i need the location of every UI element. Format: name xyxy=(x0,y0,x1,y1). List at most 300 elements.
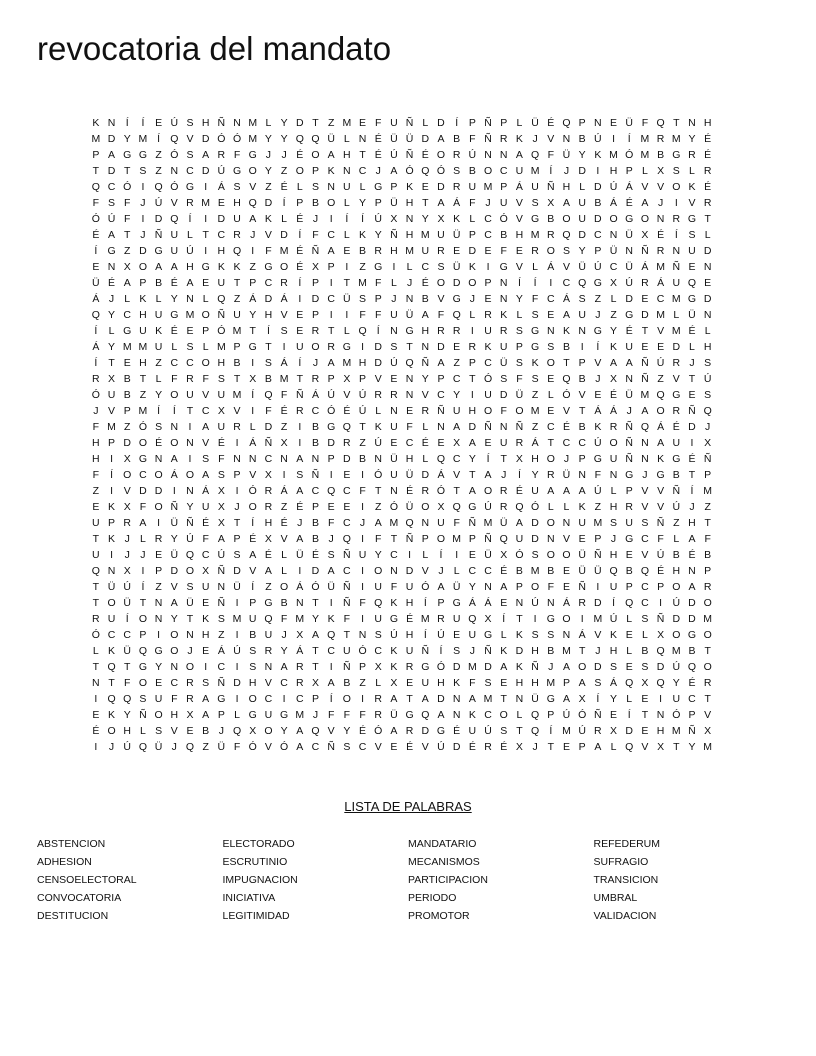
grid-letter: F xyxy=(92,421,100,433)
grid-letter: Ü xyxy=(186,597,194,609)
grid-letter: C xyxy=(546,293,555,305)
grid-letter: V xyxy=(437,293,445,305)
grid-letter: Q xyxy=(264,613,273,625)
grid-letter: G xyxy=(625,309,634,321)
grid-letter: Y xyxy=(280,725,288,737)
grid-letter: F xyxy=(406,421,413,433)
grid-letter: E xyxy=(343,469,351,481)
grid-letter: J xyxy=(595,645,601,657)
grid-letter: C xyxy=(358,741,367,753)
grid-letter: J xyxy=(328,533,334,545)
grid-letter: G xyxy=(248,341,257,353)
grid-letter: T xyxy=(673,741,680,753)
grid-letter: R xyxy=(452,181,461,193)
grid-letter: K xyxy=(390,597,398,609)
grid-letter: E xyxy=(406,405,414,417)
grid-letter: U xyxy=(405,581,414,593)
grid-letter: R xyxy=(515,437,524,449)
grid-letter: Q xyxy=(327,485,336,497)
grid-letter: H xyxy=(139,357,147,369)
grid-letter: Ü xyxy=(327,581,335,593)
grid-letter: X xyxy=(217,405,225,417)
grid-letter: Q xyxy=(138,645,147,657)
grid-letter: P xyxy=(468,229,476,241)
grid-letter: P xyxy=(311,165,319,177)
grid-letter: U xyxy=(374,581,383,593)
grid-letter: R xyxy=(374,693,383,705)
grid-letter: R xyxy=(92,613,100,625)
grid-letter: L xyxy=(108,325,115,337)
grid-letter: Q xyxy=(656,117,665,129)
grid-letter: Q xyxy=(468,613,477,625)
grid-letter: G xyxy=(531,213,540,225)
grid-row xyxy=(88,387,716,403)
grid-letter: A xyxy=(547,485,555,497)
grid-letter: M xyxy=(530,229,540,241)
grid-letter: Ú xyxy=(390,357,398,369)
grid-letter: Á xyxy=(578,629,586,641)
grid-letter: I xyxy=(235,629,239,641)
grid-letter: Z xyxy=(155,581,162,593)
grid-letter: K xyxy=(468,261,476,273)
grid-letter: K xyxy=(233,261,241,273)
grid-letter: Q xyxy=(264,389,273,401)
grid-letter: Q xyxy=(625,597,634,609)
grid-letter: P xyxy=(500,117,508,129)
grid-letter: U xyxy=(531,485,539,497)
grid-letter: S xyxy=(155,421,163,433)
grid-letter: Z xyxy=(265,181,272,193)
grid-letter: É xyxy=(296,245,304,257)
grid-letter: K xyxy=(515,133,523,145)
grid-letter: E xyxy=(641,293,649,305)
grid-letter: Ó xyxy=(280,741,289,753)
grid-letter: B xyxy=(359,453,367,465)
grid-letter: É xyxy=(406,485,414,497)
grid-letter: A xyxy=(688,533,696,545)
grid-letter: M xyxy=(530,565,540,577)
grid-letter: S xyxy=(547,629,555,641)
grid-letter: Ñ xyxy=(217,309,226,321)
grid-letter: Á xyxy=(594,405,602,417)
word-list-item: PERIODO xyxy=(408,892,457,904)
grid-letter: C xyxy=(499,165,508,177)
grid-letter: M xyxy=(389,517,399,529)
grid-letter: O xyxy=(311,149,320,161)
grid-letter: L xyxy=(155,373,162,385)
grid-letter: I xyxy=(580,613,584,625)
grid-letter: L xyxy=(469,213,476,225)
grid-letter: E xyxy=(641,693,649,705)
grid-letter: E xyxy=(484,245,492,257)
grid-letter: J xyxy=(657,197,664,209)
grid-letter: O xyxy=(483,405,493,417)
grid-letter: J xyxy=(563,453,570,465)
grid-letter: E xyxy=(578,533,586,545)
grid-letter: E xyxy=(688,389,696,401)
grid-letter: I xyxy=(282,469,286,481)
grid-letter: F xyxy=(327,709,335,721)
grid-letter: Ú xyxy=(186,245,194,257)
grid-letter: Y xyxy=(515,293,523,305)
grid-letter: K xyxy=(264,213,272,225)
grid-letter: Ó xyxy=(436,485,446,497)
grid-letter: P xyxy=(657,581,665,593)
grid-letter: O xyxy=(170,389,179,401)
grid-letter: X xyxy=(217,517,225,529)
grid-letter: X xyxy=(610,277,618,289)
grid-letter: J xyxy=(438,565,444,577)
grid-letter: É xyxy=(311,549,319,561)
grid-letter: G xyxy=(687,213,697,225)
grid-letter: M xyxy=(546,677,556,689)
grid-letter: D xyxy=(264,293,273,305)
grid-letter: H xyxy=(217,245,226,257)
grid-letter: S xyxy=(139,165,147,177)
grid-letter: R xyxy=(295,661,304,673)
grid-letter: F xyxy=(359,485,366,497)
grid-letter: I xyxy=(361,533,364,545)
grid-letter: Ü xyxy=(578,261,586,273)
grid-letter: O xyxy=(264,725,273,737)
grid-letter: P xyxy=(374,197,382,209)
grid-letter: T xyxy=(186,405,194,417)
grid-letter: K xyxy=(108,533,116,545)
grid-letter: M xyxy=(107,421,116,433)
grid-letter: J xyxy=(93,405,99,417)
word-list-item: ADHESION xyxy=(37,856,92,868)
grid-row xyxy=(88,483,716,499)
grid-letter: B xyxy=(704,549,712,561)
grid-letter: U xyxy=(468,725,477,737)
grid-letter: Z xyxy=(124,245,131,257)
grid-letter: É xyxy=(296,261,304,273)
grid-letter: E xyxy=(453,341,461,353)
grid-letter: K xyxy=(594,421,602,433)
grid-letter: Í xyxy=(361,213,364,225)
grid-letter: X xyxy=(515,453,523,465)
grid-letter: D xyxy=(343,453,351,465)
grid-letter: C xyxy=(107,629,116,641)
grid-letter: N xyxy=(390,565,398,577)
grid-letter: N xyxy=(641,437,649,449)
grid-letter: N xyxy=(484,581,492,593)
grid-letter: G xyxy=(625,533,634,545)
grid-letter: H xyxy=(201,117,210,129)
grid-letter: G xyxy=(436,725,446,737)
grid-letter: N xyxy=(405,293,414,305)
grid-letter: A xyxy=(217,533,225,545)
grid-letter: Y xyxy=(264,165,272,177)
grid-letter: Ú xyxy=(672,501,681,513)
grid-letter: G xyxy=(656,469,665,481)
grid-letter: H xyxy=(609,501,618,513)
grid-letter: Á xyxy=(547,261,555,273)
grid-letter: A xyxy=(657,437,665,449)
grid-letter: U xyxy=(405,645,414,657)
grid-letter: T xyxy=(312,597,319,609)
grid-letter: S xyxy=(500,373,508,385)
grid-letter: R xyxy=(327,341,335,353)
grid-letter: A xyxy=(327,565,335,577)
grid-letter: G xyxy=(452,597,461,609)
grid-letter: N xyxy=(107,261,116,273)
grid-letter: D xyxy=(217,213,226,225)
grid-letter: A xyxy=(296,485,304,497)
grid-letter: T xyxy=(406,341,413,353)
grid-letter: F xyxy=(218,453,225,465)
grid-letter: F xyxy=(641,117,649,129)
grid-letter: L xyxy=(234,709,240,721)
grid-letter: X xyxy=(123,501,131,513)
grid-letter: T xyxy=(578,645,586,657)
grid-letter: O xyxy=(170,629,179,641)
word-list-item: LEGITIMIDAD xyxy=(222,910,290,922)
grid-letter: R xyxy=(421,405,430,417)
grid-letter: Ó xyxy=(531,501,540,513)
grid-letter: Ñ xyxy=(217,565,226,577)
grid-letter: F xyxy=(704,533,711,545)
grid-letter: S xyxy=(186,117,194,129)
grid-letter: Á xyxy=(92,293,100,305)
grid-letter: Ü xyxy=(562,149,571,161)
grid-letter: Ü xyxy=(170,517,179,529)
grid-letter: N xyxy=(688,117,696,129)
grid-letter: M xyxy=(483,181,493,193)
grid-letter: P xyxy=(233,341,241,353)
grid-row xyxy=(88,227,716,243)
grid-letter: Q xyxy=(311,133,320,145)
grid-letter: F xyxy=(469,133,476,145)
grid-row xyxy=(88,659,716,675)
grid-letter: S xyxy=(562,245,570,257)
grid-letter: Ñ xyxy=(154,229,163,241)
grid-letter: R xyxy=(468,341,477,353)
grid-letter: G xyxy=(154,645,163,657)
grid-letter: O xyxy=(531,581,540,593)
grid-letter: G xyxy=(593,325,602,337)
grid-letter: É xyxy=(170,277,178,289)
grid-row xyxy=(88,419,716,435)
grid-letter: E xyxy=(123,357,131,369)
grid-letter: O xyxy=(154,469,163,481)
grid-letter: K xyxy=(108,501,116,513)
grid-letter: U xyxy=(421,245,430,257)
grid-letter: E xyxy=(155,549,163,561)
grid-letter: C xyxy=(343,565,351,577)
grid-letter: A xyxy=(202,149,210,161)
grid-letter: C xyxy=(186,357,194,369)
grid-letter: M xyxy=(91,133,101,145)
grid-letter: Ü xyxy=(92,277,100,289)
grid-letter: Z xyxy=(610,309,617,321)
grid-letter: H xyxy=(609,165,618,177)
grid-letter: Ú xyxy=(625,277,634,289)
grid-letter: C xyxy=(641,533,649,545)
grid-row xyxy=(88,275,716,291)
grid-letter: Y xyxy=(170,293,178,305)
grid-letter: A xyxy=(515,517,523,529)
grid-letter: N xyxy=(358,629,367,641)
grid-letter: X xyxy=(437,501,445,513)
grid-letter: C xyxy=(280,677,288,689)
grid-letter: S xyxy=(531,309,539,321)
grid-letter: R xyxy=(233,229,241,241)
grid-letter: D xyxy=(311,565,320,577)
grid-row xyxy=(88,611,716,627)
grid-letter: Í xyxy=(94,357,98,369)
grid-letter: V xyxy=(515,197,523,209)
grid-letter: Ó xyxy=(248,485,257,497)
grid-letter: H xyxy=(405,453,414,465)
grid-letter: Z xyxy=(265,581,272,593)
grid-letter: Ú xyxy=(562,709,571,721)
grid-letter: I xyxy=(596,165,600,177)
grid-row xyxy=(88,515,716,531)
grid-letter: Ú xyxy=(594,133,602,145)
word-list-item: SUFRAGIO xyxy=(593,856,649,868)
grid-letter: J xyxy=(469,293,475,305)
grid-letter: T xyxy=(704,213,711,225)
grid-letter: P xyxy=(562,677,570,689)
grid-letter: Í xyxy=(125,613,129,625)
grid-letter: K xyxy=(202,613,210,625)
grid-letter: K xyxy=(500,645,508,657)
grid-letter: E xyxy=(92,709,100,721)
grid-letter: N xyxy=(217,581,226,593)
grid-letter: H xyxy=(358,357,367,369)
grid-letter: I xyxy=(361,693,364,705)
grid-letter: Ú xyxy=(703,373,712,385)
grid-letter: N xyxy=(186,485,194,497)
grid-letter: L xyxy=(453,565,460,577)
grid-letter: T xyxy=(312,645,319,657)
grid-letter: Í xyxy=(423,629,427,641)
grid-row xyxy=(88,499,716,515)
grid-letter: Á xyxy=(249,437,257,449)
grid-letter: Ü xyxy=(390,197,398,209)
grid-letter: E xyxy=(437,437,445,449)
grid-letter: O xyxy=(374,565,383,577)
grid-letter: H xyxy=(233,197,241,209)
grid-letter: G xyxy=(625,469,634,481)
grid-letter: S xyxy=(186,581,194,593)
grid-letter: E xyxy=(217,197,225,209)
grid-letter: M xyxy=(420,613,430,625)
grid-row xyxy=(88,595,716,611)
grid-letter: X xyxy=(704,437,712,449)
grid-letter: T xyxy=(296,373,303,385)
grid-letter: K xyxy=(515,629,523,641)
grid-letter: R xyxy=(264,501,273,513)
grid-letter: Ü xyxy=(515,389,524,401)
grid-letter: J xyxy=(312,357,319,369)
grid-letter: K xyxy=(155,325,163,337)
grid-letter: X xyxy=(311,677,319,689)
grid-letter: J xyxy=(595,373,601,385)
grid-letter: Ñ xyxy=(515,421,524,433)
grid-letter: N xyxy=(578,469,586,481)
grid-letter: V xyxy=(641,485,649,497)
grid-letter: Ú xyxy=(123,741,132,753)
grid-letter: O xyxy=(546,357,555,369)
grid-letter: Í xyxy=(423,597,427,609)
grid-letter: N xyxy=(546,533,555,545)
grid-letter: R xyxy=(280,277,288,289)
grid-letter: U xyxy=(688,245,696,257)
grid-letter: D xyxy=(703,245,712,257)
grid-letter: R xyxy=(672,357,681,369)
grid-letter: Q xyxy=(531,725,540,737)
word-list xyxy=(37,835,779,925)
grid-letter: L xyxy=(343,325,350,337)
grid-letter: M xyxy=(640,389,650,401)
grid-letter: O xyxy=(280,261,289,273)
grid-letter: O xyxy=(185,565,195,577)
grid-letter: O xyxy=(546,245,555,257)
grid-letter: I xyxy=(298,293,302,305)
grid-letter: C xyxy=(327,645,335,657)
grid-letter: C xyxy=(201,549,210,561)
grid-letter: F xyxy=(375,309,382,321)
grid-letter: F xyxy=(359,709,366,721)
grid-letter: K xyxy=(108,645,116,657)
grid-letter: O xyxy=(248,165,257,177)
grid-letter: V xyxy=(672,373,680,385)
grid-letter: É xyxy=(657,229,665,241)
grid-letter: V xyxy=(421,389,429,401)
grid-letter: B xyxy=(562,341,570,353)
grid-letter: Q xyxy=(531,709,540,721)
grid-letter: A xyxy=(390,165,398,177)
grid-letter: S xyxy=(515,357,523,369)
grid-letter: J xyxy=(140,229,146,241)
grid-letter: E xyxy=(453,245,461,257)
grid-letter: A xyxy=(437,581,445,593)
grid-letter: M xyxy=(452,533,462,545)
grid-letter: Ñ xyxy=(217,117,226,129)
grid-letter: B xyxy=(515,565,523,577)
grid-letter: Ó xyxy=(91,629,100,641)
grid-letter: G xyxy=(374,261,383,273)
grid-letter: L xyxy=(673,309,680,321)
grid-letter: N xyxy=(233,453,241,465)
grid-letter: J xyxy=(234,501,240,513)
grid-letter: F xyxy=(171,373,178,385)
grid-letter: S xyxy=(374,629,382,641)
grid-letter: Q xyxy=(625,741,634,753)
grid-letter: O xyxy=(672,581,681,593)
grid-letter: Ú xyxy=(484,725,492,737)
grid-letter: L xyxy=(626,645,633,657)
grid-letter: B xyxy=(123,373,131,385)
grid-letter: I xyxy=(282,341,286,353)
grid-letter: Ñ xyxy=(641,373,649,385)
grid-letter: Ú xyxy=(656,549,665,561)
word-list-item: UMBRAL xyxy=(593,892,638,904)
grid-letter: Y xyxy=(610,693,618,705)
grid-letter: Ú xyxy=(437,629,445,641)
grid-letter: E xyxy=(547,405,555,417)
grid-letter: Z xyxy=(124,421,131,433)
grid-letter: A xyxy=(500,581,508,593)
grid-letter: B xyxy=(155,277,163,289)
grid-letter: U xyxy=(343,181,351,193)
grid-letter: Ñ xyxy=(625,421,634,433)
grid-letter: D xyxy=(468,421,477,433)
grid-letter: D xyxy=(499,389,508,401)
grid-letter: Ú xyxy=(217,165,226,177)
